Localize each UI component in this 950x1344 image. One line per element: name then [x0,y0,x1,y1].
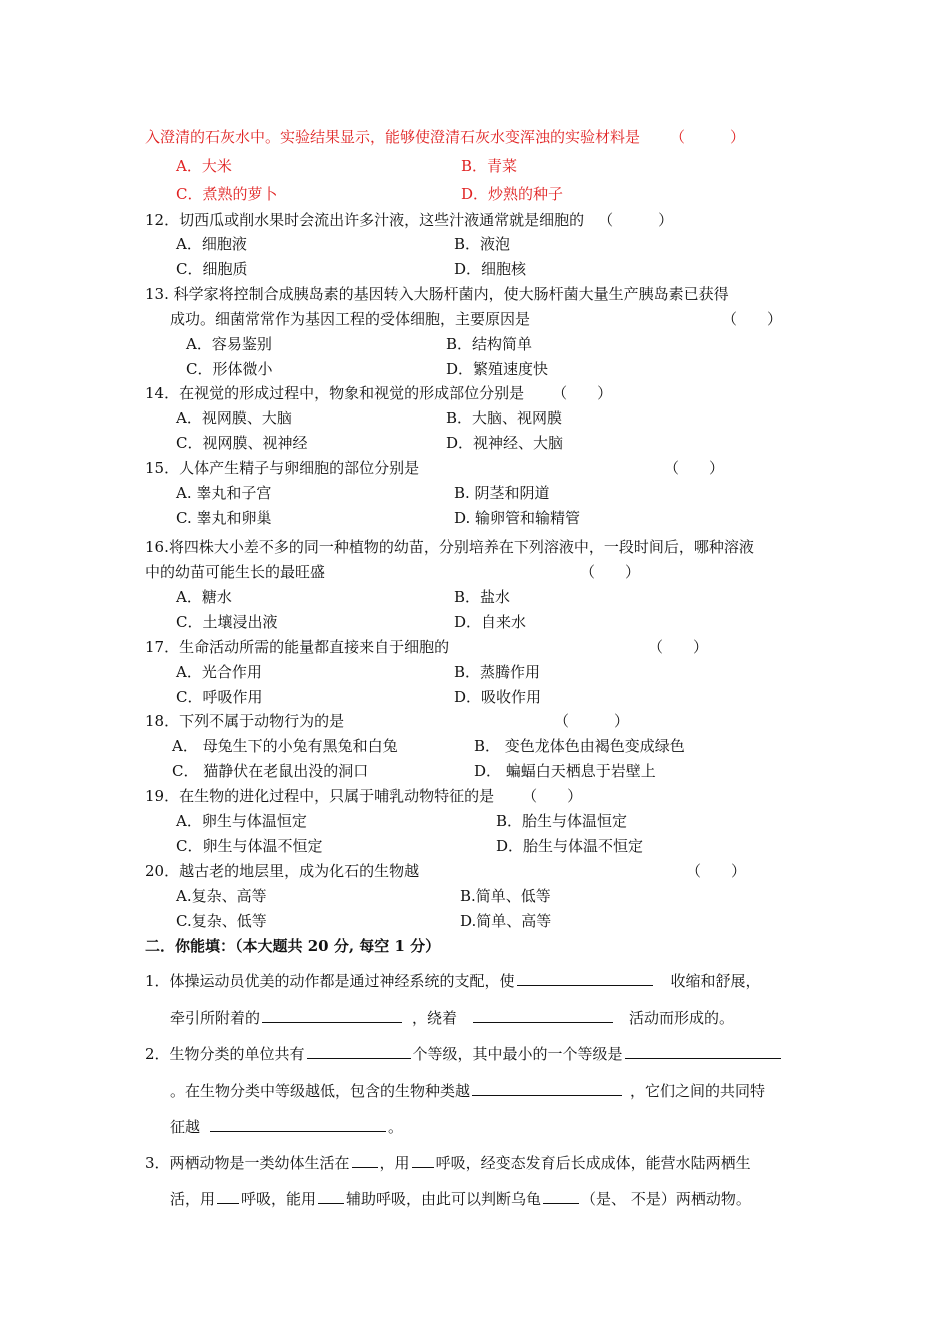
q19-option-a: A．卵生与体温恒定 [176,812,307,830]
fill1-line1: 1．体操运动员优美的动作都是通过神经系统的支配，使 收缩和舒展， [145,972,761,990]
q11-stem: 入澄清的石灰水中。实验结果显示，能够使澄清石灰水变浑浊的实验材料是 （ ） [145,128,746,146]
q18-stem: 18．下列不属于动物行为的是 [145,712,345,730]
fill1-blank-1[interactable] [517,970,653,986]
q18-option-a: A． 母兔生下的小兔有黑兔和白兔 [172,737,398,755]
q14-option-a: A．视网膜、大脑 [176,409,292,427]
q16-option-d: D．自来水 [454,613,527,631]
section2-heading: 二．你能填：（本大题共 20 分, 每空 1 分） [145,937,441,955]
q16-answer-paren: （ ） [580,563,641,581]
fill2-line3: 征越 。 [170,1118,404,1136]
q13-option-a: A．容易鉴别 [186,335,272,353]
q17-option-a: A．光合作用 [176,663,262,681]
q17-option-c: C．呼吸作用 [176,688,263,706]
q20-option-d: D.简单、高等 [460,912,552,930]
fill3-blank-3[interactable] [217,1188,239,1204]
q16-stem-line2: 中的幼苗可能生长的最旺盛 [145,563,326,581]
q18-option-b: B． 变色龙体色由褐色变成绿色 [474,737,685,755]
q19-option-c: C．卵生与体温不恒定 [176,837,323,855]
q19-answer-paren: （ ） [522,787,583,805]
q12-option-d: D．细胞核 [454,260,527,278]
q17-answer-paren: （ ） [648,638,709,656]
q20-stem: 20．越古老的地层里，成为化石的生物越 [145,862,420,880]
q11-option-a: A．大米 [176,157,232,175]
q19-stem: 19．在生物的进化过程中，只属于哺乳动物特征的是 （ ） [145,787,583,805]
fill2-blank-2[interactable] [625,1043,781,1059]
q14-answer-paren: （ ） [552,384,613,402]
q18-option-d: D． 蝙蝠白天栖息于岩壁上 [474,762,656,780]
q13-option-c: C．形体微小 [186,360,273,378]
q13-option-b: B．结构简单 [446,335,533,353]
q14-stem: 14．在视觉的形成过程中，物象和视觉的形成部位分别是 （ ） [145,384,613,402]
q16-option-c: C．土壤浸出液 [176,613,278,631]
q15-option-d: D. 输卵管和输精管 [454,509,581,527]
q15-option-a: A. 睾丸和子宫 [176,484,272,502]
q16-option-b: B．盐水 [454,588,511,606]
q18-option-c: C． 猫静伏在老鼠出没的洞口 [172,762,369,780]
fill3-blank-5[interactable] [543,1188,579,1204]
q11-option-c: C．煮熟的萝卜 [176,185,278,203]
q16-stem-line1: 16.将四株大小差不多的同一种植物的幼苗，分别培养在下列溶液中，一段时间后，哪种溶液 [145,538,754,556]
q16-option-a: A．糖水 [176,588,232,606]
q15-answer-paren: （ ） [664,459,725,477]
q13-stem-line2: 成功。细菌常常作为基因工程的受体细胞，主要原因是 [170,310,531,328]
q12-stem: 12．切西瓜或削水果时会流出许多汁液，这些汁液通常就是细胞的 （ ） [145,211,674,229]
fill3-line2: 活，用 呼吸，能用 辅助呼吸，由此可以判断乌龟 （是、 不是）两栖动物。 [170,1190,751,1208]
q13-stem-line1: 13. 科学家将控制合成胰岛素的基因转入大肠杆菌内，使大肠杆菌大量生产胰岛素已获得 [145,285,729,303]
fill1-line2: 牵引所附着的 ，绕着 活动而形成的。 [170,1009,735,1027]
fill2-line1: 2．生物分类的单位共有 个等级，其中最小的一个等级是 [145,1043,783,1064]
q14-option-d: D．视神经、大脑 [446,434,564,452]
q14-option-b: B．大脑、视网膜 [446,409,563,427]
q13-option-d: D．繁殖速度快 [446,360,549,378]
q20-option-c: C.复杂、低等 [176,912,267,930]
fill3-blank-2[interactable] [412,1152,434,1168]
q12-answer-paren: （ ） [598,211,674,229]
fill3-blank-4[interactable] [318,1188,344,1204]
fill3-blank-1[interactable] [352,1152,378,1168]
fill2-line2: 。在生物分类中等级越低，包含的生物种类越 ，它们之间的共同特 [170,1082,766,1100]
q12-option-c: C．细胞质 [176,260,248,278]
q11-option-b: B．青菜 [461,157,518,175]
q20-option-b: B.简单、低等 [460,887,551,905]
q15-stem: 15．人体产生精子与卵细胞的部位分别是 [145,459,420,477]
q11-answer-paren: （ ） [670,128,746,146]
q18-answer-paren: （ ） [554,712,630,730]
q11-option-d: D．炒熟的种子 [461,185,564,203]
q17-option-d: D．吸收作用 [454,688,542,706]
q20-option-a: A.复杂、高等 [176,887,267,905]
fill2-blank-1[interactable] [307,1043,411,1059]
fill2-blank-3[interactable] [472,1080,622,1096]
q14-option-c: C．视网膜、视神经 [176,434,308,452]
q13-answer-paren: （ ） [722,310,783,328]
q15-option-c: C. 睾丸和卵巢 [176,509,272,527]
q19-option-b: B．胎生与体温恒定 [496,812,628,830]
q12-option-a: A．细胞液 [176,235,247,253]
q17-stem: 17．生命活动所需的能量都直接来自于细胞的 [145,638,450,656]
fill1-blank-3[interactable] [473,1007,613,1023]
q19-option-d: D．胎生与体温不恒定 [496,837,644,855]
q20-answer-paren: （ ） [686,862,747,880]
q17-option-b: B．蒸腾作用 [454,663,541,681]
fill3-line1: 3．两栖动物是一类幼体生活在 ，用 呼吸，经变态发育后长成成体，能营水陆两栖生 [145,1154,751,1172]
fill2-blank-4[interactable] [210,1116,386,1132]
q12-option-b: B．液泡 [454,235,511,253]
q15-option-b: B. 阴茎和阴道 [454,484,550,502]
fill1-blank-2[interactable] [262,1007,402,1023]
